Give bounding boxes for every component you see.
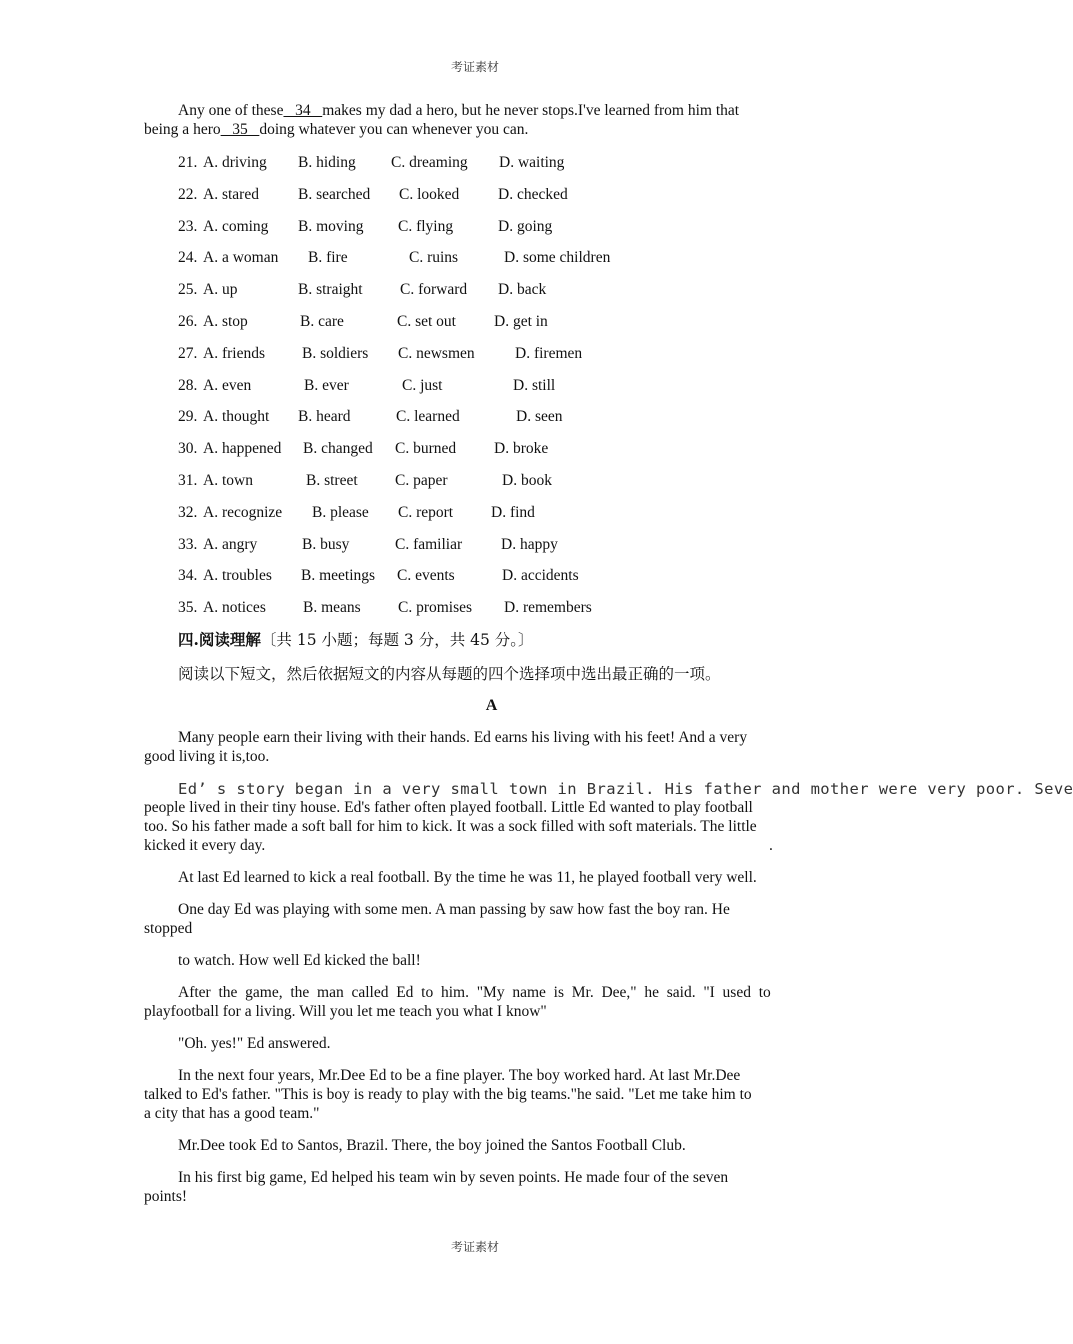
option-b: B. care bbox=[300, 313, 344, 330]
question-row bbox=[178, 280, 678, 300]
intro-text: doing whatever you can whenever you can. bbox=[259, 121, 529, 138]
option-a: A. stared bbox=[203, 185, 259, 203]
passage-line: At last Ed learned to kick a real football. By the time he was 11, he played football very well. bbox=[178, 869, 757, 886]
intro-line-1 bbox=[178, 102, 739, 120]
passage-line: to watch. How well Ed kicked the ball! bbox=[178, 952, 421, 969]
option-c: C. flying bbox=[398, 217, 454, 235]
question-row bbox=[178, 566, 678, 586]
option-a: A. recognize bbox=[203, 503, 283, 521]
option-b: B. busy bbox=[302, 535, 350, 553]
section-heading bbox=[178, 628, 534, 650]
option-b: B. street bbox=[306, 472, 358, 489]
section-title: 四.阅读理解 bbox=[178, 630, 261, 649]
passage-line: stopped bbox=[144, 920, 193, 937]
option-b: B. soldiers bbox=[302, 344, 369, 362]
option-a: A. angry bbox=[203, 535, 258, 553]
option-a: A. troubles bbox=[203, 567, 272, 585]
option-d: D. waiting bbox=[499, 154, 565, 171]
option-b: B. searched bbox=[298, 185, 371, 203]
option-b: B. meetings bbox=[301, 567, 376, 585]
option-c: C. dreaming bbox=[391, 154, 468, 171]
option-a: A. up bbox=[203, 281, 238, 299]
option-c: C. set out bbox=[397, 313, 456, 330]
question-number: 22. bbox=[178, 185, 198, 203]
option-a: A. friends bbox=[203, 344, 265, 362]
option-a: A. stop bbox=[203, 313, 248, 330]
question-number: 35. bbox=[178, 599, 198, 617]
option-a: A. a woman bbox=[203, 249, 279, 267]
question-number: 32. bbox=[178, 503, 198, 521]
option-c: C. looked bbox=[399, 185, 460, 203]
option-d: D. remembers bbox=[504, 599, 592, 617]
option-d: D. get in bbox=[494, 313, 548, 330]
option-d: D. still bbox=[513, 376, 556, 394]
passage-label: A bbox=[485, 697, 498, 714]
option-a: A. driving bbox=[203, 154, 267, 171]
option-c: C. report bbox=[398, 503, 454, 521]
question-number: 25. bbox=[178, 281, 198, 299]
intro-text: Any one of these bbox=[178, 102, 284, 119]
question-number: 27. bbox=[178, 344, 198, 362]
intro-line-2 bbox=[144, 121, 528, 139]
option-d: D. broke bbox=[494, 440, 549, 458]
option-c: C. familiar bbox=[395, 535, 463, 553]
page-footer: 考证素材 bbox=[450, 1240, 499, 1254]
passage-line: After the game, the man called Ed to him. "My name is Mr. Dee," he said. "I used to bbox=[178, 984, 771, 1001]
passage-line: Ed’ s story began in a very small town in Brazil. His father and mother were very poor. Seve bbox=[178, 780, 1073, 798]
option-d: D. some children bbox=[504, 249, 611, 267]
question-number: 23. bbox=[178, 217, 198, 235]
option-c: C. learned bbox=[396, 408, 460, 426]
passage-line: One day Ed was playing with some men. A man passing by saw how fast the boy ran. He bbox=[178, 901, 730, 918]
option-b: B. straight bbox=[298, 281, 363, 299]
option-b: B. please bbox=[312, 503, 369, 521]
question-row bbox=[178, 535, 678, 555]
passage-line: talked to Ed's father. "This is boy is ready to play with the big teams."he said. "Let me take him to bbox=[144, 1086, 752, 1103]
question-number: 21. bbox=[178, 154, 198, 171]
page-header: 考证素材 bbox=[450, 60, 499, 74]
passage-line: good living it is,too. bbox=[144, 748, 270, 765]
blank-35: 35 bbox=[220, 121, 260, 138]
passage-line: Mr.Dee took Ed to Santos, Brazil. There, the boy joined the Santos Football Club. bbox=[178, 1137, 686, 1154]
option-d: D. going bbox=[498, 217, 553, 235]
option-a: A. even bbox=[203, 376, 252, 394]
option-d: D. firemen bbox=[515, 344, 583, 362]
option-d: D. seen bbox=[516, 408, 563, 426]
question-row bbox=[178, 503, 678, 523]
passage-line: "Oh. yes!" Ed answered. bbox=[178, 1035, 331, 1052]
option-b: B. moving bbox=[298, 217, 364, 235]
question-row bbox=[178, 471, 678, 491]
passage-line: too. So his father made a soft ball for him to kick. It was a sock filled with soft materials. The little bbox=[144, 818, 757, 835]
option-d: D. back bbox=[498, 281, 547, 299]
question-row bbox=[178, 312, 678, 332]
option-c: C. events bbox=[397, 567, 455, 585]
option-b: B. fire bbox=[308, 249, 348, 267]
question-number: 26. bbox=[178, 313, 198, 330]
question-row bbox=[178, 376, 678, 396]
intro-text: being a hero bbox=[144, 121, 221, 138]
option-c: C. promises bbox=[398, 599, 473, 617]
option-d: D. happy bbox=[501, 535, 558, 553]
question-number: 34. bbox=[178, 567, 198, 585]
option-d: D. find bbox=[491, 503, 535, 521]
question-number: 24. bbox=[178, 249, 198, 267]
passage-line: In his first big game, Ed helped his team win by seven points. He made four of the seven bbox=[178, 1169, 729, 1186]
question-row bbox=[178, 185, 678, 205]
option-a: A. town bbox=[203, 472, 253, 489]
option-c: C. ruins bbox=[409, 249, 459, 267]
option-a: A. thought bbox=[203, 408, 270, 426]
passage-line: kicked it every day. bbox=[144, 837, 266, 854]
blank-34: 34 bbox=[283, 102, 323, 119]
section-note: 〔共 15 小题；每题 3 分，共 45 分。〕 bbox=[260, 631, 534, 649]
question-row bbox=[178, 153, 678, 173]
question-row bbox=[178, 407, 678, 427]
option-c: C. forward bbox=[400, 281, 468, 299]
question-row bbox=[178, 217, 678, 237]
question-number: 31. bbox=[178, 472, 198, 489]
passage-line: Many people earn their living with their hands. Ed earns his living with his feet! And a very bbox=[178, 729, 748, 746]
option-b: B. changed bbox=[303, 440, 373, 458]
question-number: 33. bbox=[178, 535, 198, 553]
option-a: A. notices bbox=[203, 599, 266, 617]
option-c: C. paper bbox=[395, 472, 448, 489]
passage-line: points! bbox=[144, 1188, 188, 1205]
option-c: C. just bbox=[402, 376, 443, 394]
option-d: D. book bbox=[502, 472, 552, 489]
option-c: C. newsmen bbox=[398, 344, 475, 362]
passage-line: In the next four years, Mr.Dee Ed to be a fine player. The boy worked hard. At last Mr.Dee bbox=[178, 1067, 741, 1084]
intro-text: makes my dad a hero, but he never stops.I've learned from him that bbox=[322, 102, 740, 119]
question-row bbox=[178, 439, 678, 459]
option-a: A. coming bbox=[203, 217, 269, 235]
section-instruction: 阅读以下短文，然后依据短文的内容从每题的四个选择项中选出最正确的一项。 bbox=[178, 665, 721, 683]
option-d: D. accidents bbox=[502, 567, 579, 585]
question-row bbox=[178, 248, 678, 268]
option-b: B. heard bbox=[298, 408, 351, 426]
passage-line: a city that has a good team." bbox=[144, 1105, 320, 1122]
question-row bbox=[178, 344, 678, 364]
passage-line: people lived in their tiny house. Ed's father often played football. Little Ed wanted to play football bbox=[144, 799, 753, 816]
passage-line: playfootball for a living. Will you let me teach you what I know" bbox=[144, 1003, 547, 1020]
question-number: 29. bbox=[178, 408, 198, 426]
option-a: A. happened bbox=[203, 440, 282, 458]
option-b: B. means bbox=[303, 599, 361, 617]
question-row bbox=[178, 598, 678, 618]
option-b: B. ever bbox=[304, 376, 349, 394]
option-b: B. hiding bbox=[298, 154, 356, 171]
question-number: 28. bbox=[178, 376, 198, 394]
option-c: C. burned bbox=[395, 440, 457, 458]
option-d: D. checked bbox=[498, 185, 568, 203]
question-number: 30. bbox=[178, 440, 198, 458]
stray-dot: . bbox=[769, 837, 773, 854]
